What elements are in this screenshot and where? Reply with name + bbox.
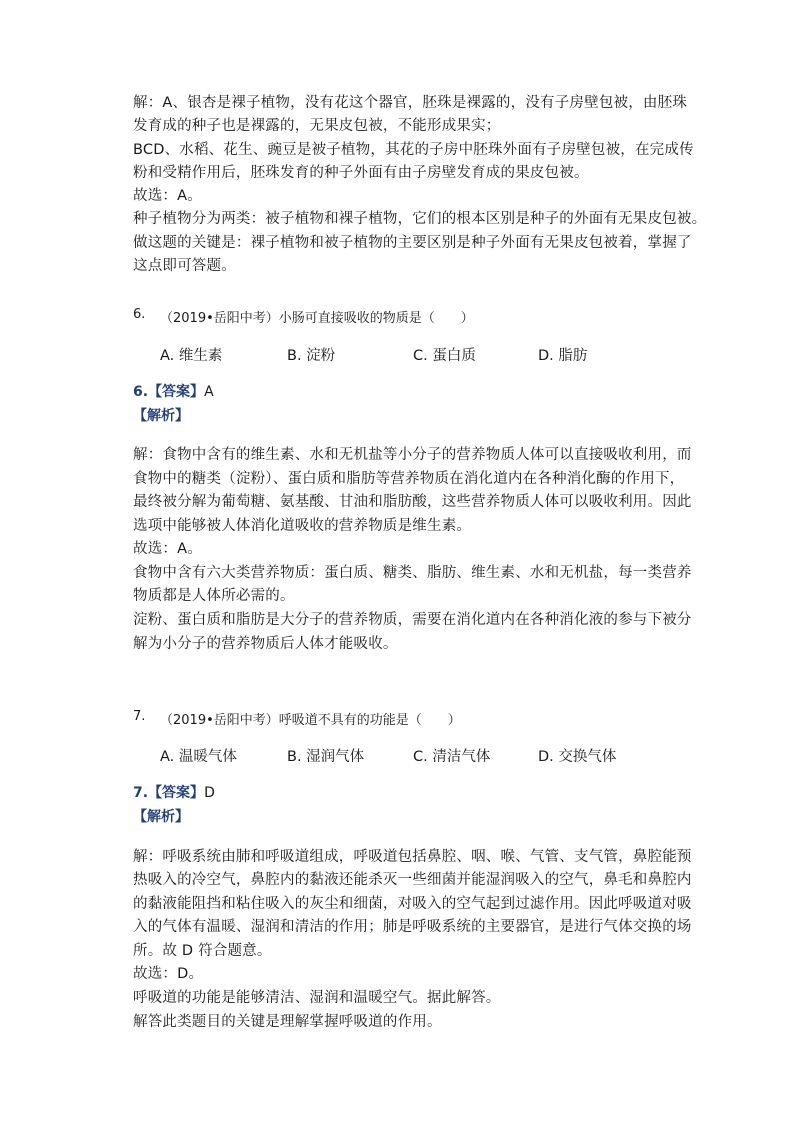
solution-line: 故选：A。 <box>133 541 202 557</box>
solution-line: 的黏液能阻挡和粘住吸入的灰尘和细菌，对吸入的空气起到过滤作用。因此呼吸道对吸 <box>133 896 692 912</box>
question-stem: （2019•岳阳中考）呼吸道不具有的功能是（ ） <box>160 713 461 728</box>
solution-line: 发育成的种子也是裸露的，无果皮包被，不能形成果实； <box>133 118 501 134</box>
solution-line: BCD、水稻、花生、豌豆是被子植物，其花的子房中胚珠外面有子房壁包被，在完成传 <box>133 142 694 158</box>
option-b: B. 湿润气体 <box>287 749 365 765</box>
solution-line: 物质都是人体所必需的。 <box>133 588 295 604</box>
answer-value: A <box>204 384 214 400</box>
option-c: C. 蛋白质 <box>413 348 476 364</box>
answer-label: 6.【答案】 <box>133 384 205 400</box>
solution-line: 解答此类题目的关键是理解掌握呼吸道的作用。 <box>133 1014 442 1030</box>
option-d: D. 交换气体 <box>538 749 617 765</box>
analysis-heading: 【解析】 <box>133 408 189 424</box>
answer-heading <box>133 782 215 802</box>
solution-line: 选项中能够被人体消化道吸收的营养物质是维生素。 <box>133 518 472 534</box>
solution-line: 解：食物中含有的维生素、水和无机盐等小分子的营养物质人体可以直接吸收利用，而 <box>133 447 692 463</box>
option-a: A. 维生素 <box>160 348 223 364</box>
analysis-heading: 【解析】 <box>133 809 189 825</box>
option-d: D. 脂肪 <box>538 348 588 364</box>
solution-line: 食物中含有六大类营养物质：蛋白质、糖类、脂肪、维生素、水和无机盐，每一类营养 <box>133 565 692 581</box>
answer-heading <box>133 381 214 401</box>
solution-line: 呼吸道的功能是能够清洁、湿润和温暖空气。据此解答。 <box>133 990 501 1006</box>
option-a: A. 温暖气体 <box>160 749 237 765</box>
option-c: C. 清洁气体 <box>413 749 491 765</box>
solution-line: 种子植物分为两类：被子植物和裸子植物，它们的根本区别是种子的外面有无果皮包被。 <box>133 211 707 227</box>
solution-line: 入的气体有温暖、湿润和清洁的作用；肺是呼吸系统的主要器官，是进行气体交换的场 <box>133 919 692 935</box>
solution-line: 最终被分解为葡萄糖、氨基酸、甘油和脂肪酸，这些营养物质人体可以吸收利用。因此 <box>133 494 692 510</box>
solution-line: 淀粉、蛋白质和脂肪是大分子的营养物质，需要在消化道内在各种消化液的参与下被分 <box>133 612 692 628</box>
solution-line: 粉和受精作用后，胚珠发育的种子外面有由子房壁发育成的果皮包被。 <box>133 165 589 181</box>
solution-line: 这点即可答题。 <box>133 258 236 274</box>
solution-line: 故选：A。 <box>133 188 202 204</box>
question-number: 6. <box>133 307 146 322</box>
solution-line: 解：呼吸系统由肺和呼吸道组成，呼吸道包括鼻腔、咽、喉、气管、支气管，鼻腔能预 <box>133 849 692 865</box>
question-number: 7. <box>133 709 146 724</box>
question-stem: （2019•岳阳中考）小肠可直接吸收的物质是（ ） <box>160 311 474 326</box>
answer-value: D <box>204 785 215 801</box>
solution-line: 食物中的糖类（淀粉）、蛋白质和脂肪等营养物质在消化道内在各种消化酶的作用下， <box>133 471 685 487</box>
solution-line: 热吸入的冷空气，鼻腔内的黏液还能杀灭一些细菌并能湿润吸入的空气，鼻毛和鼻腔内 <box>133 872 692 888</box>
solution-line: 做这题的关键是：裸子植物和被子植物的主要区别是种子外面有无果皮包被着，掌握了 <box>133 235 692 251</box>
solution-line: 解：A、银杏是裸子植物，没有花这个器官，胚珠是裸露的，没有子房壁包被，由胚珠 <box>133 95 688 111</box>
solution-line: 解为小分子的营养物质后人体才能吸收。 <box>133 636 398 652</box>
option-b: B. 淀粉 <box>287 348 336 364</box>
solution-line: 所。故 D 符合题意。 <box>133 943 272 959</box>
solution-line: 故选：D。 <box>133 966 204 982</box>
answer-label: 7.【答案】 <box>133 785 205 801</box>
